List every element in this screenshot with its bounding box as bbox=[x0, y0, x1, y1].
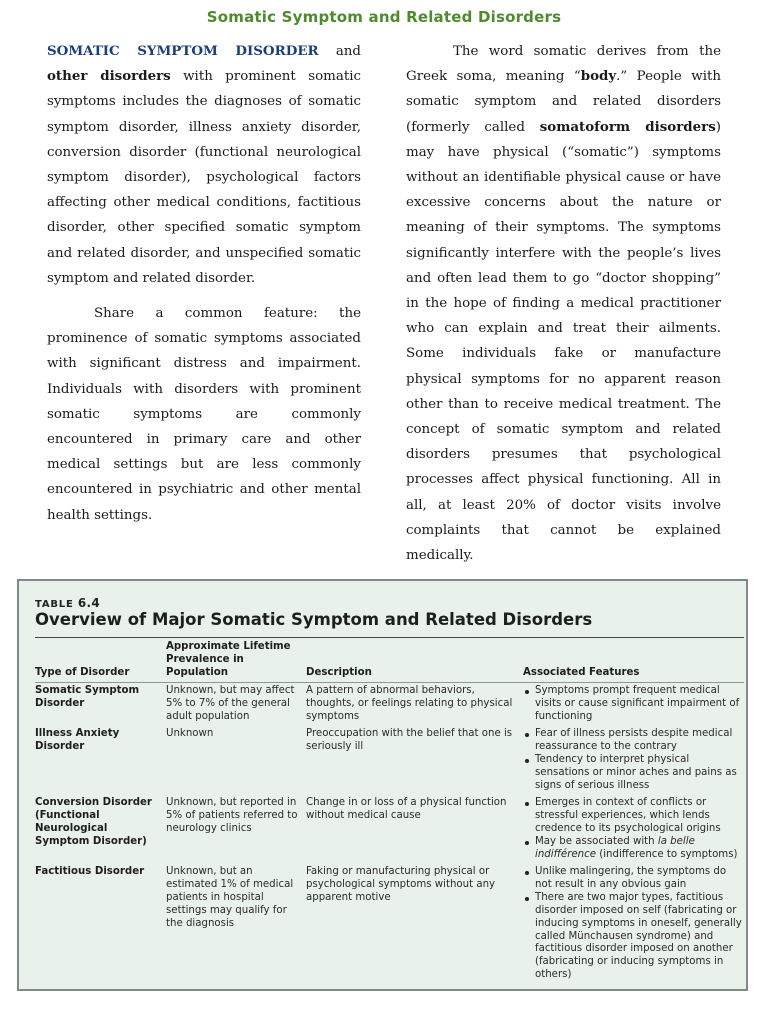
row-features bbox=[523, 797, 743, 862]
header-description: Description bbox=[306, 667, 372, 678]
row-type-somatic-symptom: Somatic Symptom Disorder bbox=[35, 685, 140, 709]
features-list bbox=[523, 728, 743, 793]
features-list bbox=[523, 685, 743, 724]
keyword-other-disorders: other disorders bbox=[47, 68, 171, 85]
row-description: Change in or loss of a physical function without medical cause bbox=[306, 797, 507, 821]
keyword-somatoform-disorders: somatoform disorders bbox=[539, 118, 716, 135]
table-label-word: TABLE bbox=[35, 599, 74, 610]
table-number: 6.4 bbox=[77, 596, 101, 610]
header-type: Type of Disorder bbox=[35, 667, 130, 678]
page-title: Somatic Symptom and Related Disorders bbox=[206, 8, 562, 26]
feature-item: Tendency to interpret physical sensations or minor aches and pains as signs of serious illness bbox=[523, 754, 743, 793]
intro-paragraph bbox=[47, 39, 361, 291]
keyword-somatic-symptom-disorder: SOMATIC SYMPTOM DISORDER bbox=[47, 43, 319, 59]
row-description: Preoccupation with the belief that one is seriously ill bbox=[306, 728, 513, 752]
right-column bbox=[406, 39, 721, 568]
feature-item: Unlike malingering, the symptoms do not result in any obvious gain bbox=[523, 866, 743, 892]
row-description: A pattern of abnormal behaviors, thoughts, or feelings relating to physical symptoms bbox=[306, 685, 513, 722]
row-prevalence: Unknown, but may affect 5% to 7% of the general adult population bbox=[166, 685, 295, 722]
header-bottom-rule bbox=[35, 682, 744, 683]
feature-item: Fear of illness persists despite medical reassurance to the contrary bbox=[523, 728, 743, 754]
text-span: .” People with somatic symptom and related disorders (formerly called bbox=[406, 69, 721, 135]
row-type-illness-anxiety: Illness Anxiety Disorder bbox=[35, 728, 120, 752]
header-prevalence-line: Prevalence in bbox=[166, 653, 244, 665]
text-span: and bbox=[318, 44, 361, 59]
row-description: Faking or manufacturing physical or psychological symptoms without any apparent motive bbox=[306, 866, 496, 903]
row-prevalence: Unknown, but an estimated 1% of medical patients in hospital settings may qualify for the diagnosis bbox=[166, 866, 294, 929]
feature-text: (indifference to symptoms) bbox=[596, 848, 738, 860]
header-features: Associated Features bbox=[523, 667, 640, 678]
row-features bbox=[523, 728, 743, 793]
features-list bbox=[523, 866, 743, 982]
common-feature-paragraph: Share a common feature: the prominence of somatic symptoms associated with significant distress and impairment. Individuals with disorders with prominent somatic symptoms are commonly encountered in primary care and other medical settings but are less commonly encountered in psychiatric and other mental health settings. bbox=[47, 306, 361, 523]
text-span: The word somatic derives from the Greek soma, meaning “ bbox=[406, 44, 721, 85]
row-features bbox=[523, 685, 743, 724]
features-list bbox=[523, 797, 743, 862]
feature-item: Emerges in context of conflicts or stressful experiences, which lends credence to its psychological origins bbox=[523, 797, 743, 836]
row-prevalence: Unknown, but reported in 5% of patients referred to neurology clinics bbox=[166, 797, 298, 834]
feature-italic-term: la belle indifférence bbox=[535, 835, 695, 860]
overview-table bbox=[17, 579, 748, 991]
text-span: ) may have physical (“somatic”) symptoms without an identifiable physical cause or have excessive concerns about the nature or meaning of their symptoms. The symptoms significantly interfere with the people’s lives and often lead them to go “doctor shopping” in the hope of finding a medical practitioner who can explain and treat their ailments. Some individuals fake or manufacture physical symptoms for no apparent reason other than to receive medical treatment. The concept of somatic symptom and related disorders presumes that psychological processes affect physical functioning. All in all, at least 20% of doctor visits involve complaints that cannot be explained medically. bbox=[406, 119, 721, 564]
table-label bbox=[35, 596, 100, 610]
header-prevalence-line: Population bbox=[166, 666, 228, 678]
header-prevalence bbox=[166, 641, 300, 680]
feature-item bbox=[523, 836, 743, 862]
row-features bbox=[523, 866, 743, 982]
row-type-factitious: Factitious Disorder bbox=[35, 866, 145, 877]
feature-item: Symptoms prompt frequent medical visits or cause significant impairment of functioning bbox=[523, 685, 743, 724]
table-title: Overview of Major Somatic Symptom and Related Disorders bbox=[35, 610, 593, 629]
left-column bbox=[47, 39, 361, 528]
keyword-body: body bbox=[580, 68, 617, 85]
header-prevalence-line: Approximate Lifetime bbox=[166, 641, 291, 652]
row-prevalence: Unknown bbox=[166, 728, 214, 739]
text-span: with prominent somatic symptoms includes the diagnoses of somatic symptom disorder, illness anxiety disorder, conversion disorder (functional neurological symptom disorder), psychological factors affecting other medical conditions, factitious disorder, other specified somatic symptom and related disorder, and unspecified somatic symptom and related disorder. bbox=[47, 69, 361, 286]
etymology-paragraph bbox=[406, 39, 721, 568]
row-type-conversion: Conversion Disorder (Functional Neurological Symptom Disorder) bbox=[35, 797, 152, 847]
feature-text: May be associated with bbox=[535, 835, 655, 847]
feature-item: There are two major types, factitious disorder imposed on self (fabricating or inducing symptoms in oneself, generally called Münchausen syndrome) and factitious disorder imposed on another (fabricating or inducing symptoms in others) bbox=[523, 892, 743, 982]
table-top-rule bbox=[35, 637, 744, 638]
